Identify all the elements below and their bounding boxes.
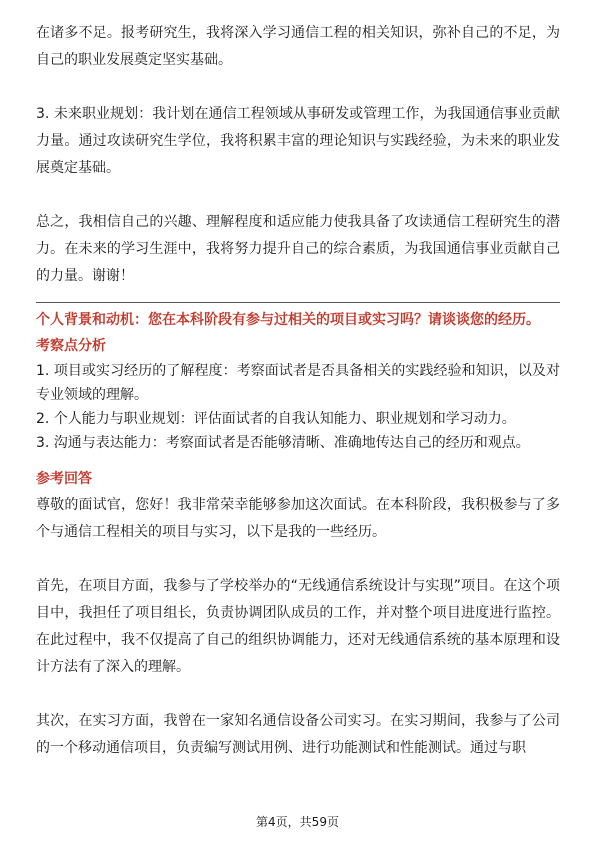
answer-paragraph-2: 首先，在项目方面，我参与了学校举办的“无线通信系统设计与实现”项目。在这个项目中，我担任了项目组长，负责协调团队成员的工作，并对整个项目进度进行监控。在此过程中，我不仅提高了自己的组织协调能力，还对无线通信系统的基本原理和设计方法有了深入的理解。: [36, 578, 560, 675]
intro-paragraph-1: 在诸多不足。报考研究生，我将深入学习通信工程的相关知识，弥补自己的不足，为自己的职业发展奠定坚实基础。: [36, 25, 560, 68]
document-page: [36, 20, 560, 762]
intro-paragraph-3: 总之，我相信自己的兴趣、理解程度和适应能力使我具备了攻读通信工程研究生的潜力。在未来的学习生涯中，我将努力提升自己的综合素质，为我国通信事业贡献自己的力量。谢谢！: [36, 214, 560, 284]
answer-paragraph-3: 其次，在实习方面，我曾在一家知名通信设备公司实习。在实习期间，我参与了公司的一个移动通信项目，负责编写测试用例、进行功能测试和性能测试。通过与职: [36, 713, 560, 756]
intro-paragraph-2: 3. 未来职业规划：我计划在通信工程领域从事研发或管理工作，为我国通信事业贡献力量。通过攻读研究生学位，我将积累丰富的理论知识与实践经验，为未来的职业发展奠定基础。: [36, 106, 560, 176]
analysis-point-1: 1. 项目或实习经历的了解程度：考察面试者是否具备相关的实践经验和知识，以及对专业领域的理解。: [36, 363, 560, 403]
answer-paragraph-1: 尊敬的面试官，您好！我非常荣幸能够参加这次面试。在本科阶段，我积极参与了多个与通信工程相关的项目与实习，以下是我的一些经历。: [36, 497, 560, 540]
analysis-point-3: 3. 沟通与表达能力：考察面试者是否能够清晰、准确地传达自己的经历和观点。: [36, 435, 530, 451]
page-footer: 第4页，共59页: [256, 815, 339, 829]
section-divider: [36, 302, 560, 303]
analysis-point-2: 2. 个人能力与职业规划：评估面试者的自我认知能力、职业规划和学习动力。: [36, 411, 516, 427]
answer-label: 参考回答: [36, 471, 92, 487]
question-heading: 个人背景和动机：您在本科阶段有参与过相关的项目或实习吗？请谈谈您的经历。: [36, 312, 540, 328]
analysis-label: 考察点分析: [36, 338, 106, 354]
